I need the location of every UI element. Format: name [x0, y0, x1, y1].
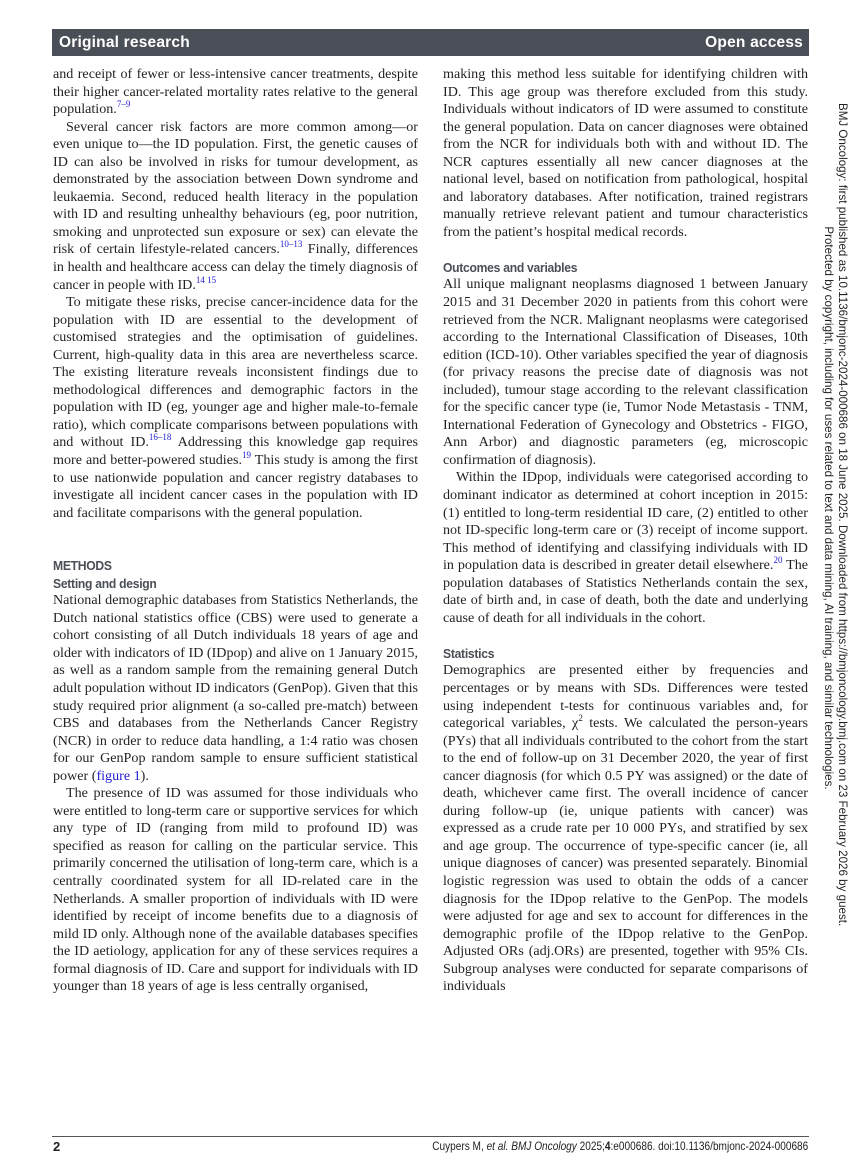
- subsection-heading-outcomes: Outcomes and variables: [443, 259, 578, 275]
- left-column: [53, 66, 418, 996]
- right-column: [443, 66, 808, 996]
- paragraph: Within the IDpop, individuals were categorised according to dominant indicator as determined at cohort inception in 2015: (1) entitled to long-term residential ID care, (2) entitled to other not ID-specific long-term care or (3) receipt of income support. This method of identifying and classifying individuals with ID in population data is described in greater detail elsewhere.$^{20}$ The population databases of Statistics Netherlands contain the sex, date of birth and, in case of death, both the date and underlying cause of death for all individuals in the cohort.: [443, 469, 808, 626]
- superscript: 2: [578, 713, 583, 724]
- article-type-label: Original research: [59, 33, 190, 51]
- paragraph: To mitigate these risks, precise cancer-incidence data for the population with ID are essential to the development of customised strategies and the optimisation of guidelines. Current, high-quality data in this area are nevertheless scarce. The existing literature reveals inconsistent findings due to methodological differences and demographic factors in the population with ID (eg, younger age and higher male-to-female ratio), which complicate comparisons between populations with and without ID.$^{16-18}$ Addressing this knowledge gap requires more and better-powered studies.$^{19}$ This study is among the first to use nationwide population and cancer registry databases to investigate all incident cancer cases in the population with ID and facilitate comparisons with the general population.: [53, 294, 418, 521]
- open-access-label: Open access: [705, 33, 803, 51]
- section-heading-methods: METHODS: [53, 558, 112, 574]
- citation-ref[interactable]: 10–13: [279, 239, 303, 250]
- subsection-heading-statistics: Statistics: [443, 645, 495, 661]
- footer-divider: [52, 1136, 809, 1137]
- figure-link[interactable]: figure 1: [96, 767, 141, 784]
- paragraph: All unique malignant neoplasms diagnosed 1 between January 2015 and 31 December 2020 in patients from this cohort were retrieved from the NCR. Malignant neoplasms were categorised according to the International Classification of Diseases, 10th edition (ICD-10). Other variables specified the year of diagnosis (for privacy reasons the precise date of diagnosis was not included), tumour stage according to the relevant classification for the specific cancer type (ie, Tumor Node Metastasis - TNM, International Federation of Gynecology and Obstetrics - FIGO, Ann Arbor) and diagnostic parameters (eg, microscopic confirmation of diagnosis).: [443, 276, 808, 468]
- paragraph: Demographics are presented either by frequencies and percentages or by means with SDs. Differences were tested using independent t-tests for continuous variables and, for categorical variables, $\chi^2$ tests. We calculated the person-years (PYs) that all individuals contributed to the cohort from the start to the end of follow-up on 31 December 2020, the year of first cancer diagnosis (for which 0.5 PY was assigned) or the date of death, whichever came first. The overall incidence of cancer during follow-up (ie, unique patients with cancer) was expressed as a crude rate per 10 000 PYs, and stratified by sex and age group. The occurrence of type-specific cancer (ie, all unique diagnoses of cancer) was presented separately. Binomial logistic regression was used to obtain the odds of a cancer diagnosis for the IDpop relative to the GenPop. The models were adjusted for age and sex to account for differences in the demographic profile of the IDpop relative to the GenPop. Adjusted ORs (adj.ORs) are presented, together with 95% CIs. Subgroup analyses were conducted for separate comparisons of individuals: [443, 662, 808, 995]
- side-notice-line-2: Protected by copyright, including for uses related to text and data mining, AI training, and similar technologies.: [822, 226, 835, 790]
- subsection-heading-setting: Setting and design: [53, 575, 157, 591]
- citation-ref[interactable]: 19: [242, 450, 251, 461]
- paragraph: Several cancer risk factors are more common among—or even unique to—the ID population. First, the genetic causes of ID can also be involved in risks for tumour development, as demonstrated by the association between Down syndrome and leukaemia. Second, reduced health literacy in the population with ID and resulting unhealthy behaviours (eg, poor nutrition, smoking and unprotected sun exposure or sex) can elevate the risk of certain lifestyle-related cancers.$^{10-13}$ Finally, differences in health and healthcare access can delay the timely diagnosis of cancer in people with ID.$^{14 15}$: [53, 118, 419, 293]
- paragraph: and receipt of fewer or less-intensive cancer treatments, despite their higher cancer-related mortality rates relative to the general population.$^{7-9}$: [53, 66, 418, 118]
- paragraph: The presence of ID was assumed for those individuals who were entitled to long-term care or supportive services for which any type of ID (ranging from mild to profound ID) was specified as reason for calling on the particular service. This primarily concerned the utilisation of long-term care, which is a centrally coordinated system for all ID-related care in the Netherlands. A smaller proportion of individuals with ID were identified by receipt of income benefits due to a diagnosis of mild ID only. Although none of the available databases specifies the ID aetiology, application for any of these services requires a formal diagnosis of ID. Care and support for individuals with ID younger than 18 years of age is less centrally organised,: [53, 785, 418, 995]
- journal-header-bar: [52, 29, 809, 56]
- paragraph: National demographic databases from Statistics Netherlands, the Dutch national statistics office (CBS) were used to generate a cohort consisting of all Dutch individuals 18 years of age and older with indicators of ID (IDpop) and alive on 1 January 2015, as well as a random sample from the remaining general Dutch adult population without ID indicators (GenPop). Given that this study required prior alignment (a so-called pre-match) between CBS and databases from the Netherlands Cancer Registry (NCR) in order to reduce data handling, a 1:4 ratio was chosen for our GenPop random sample to ensure sufficient statistical power (figure 1).: [53, 592, 418, 784]
- citation-ref[interactable]: 7–9: [116, 99, 131, 110]
- side-notice-line-1: BMJ Oncology: first published as 10.1136/bmjonc-2024-000686 on 18 June 2025. Downloaded from https://bmjoncology.bmj.com on 23 February 2026 by guest.: [836, 103, 849, 927]
- paragraph: making this method less suitable for identifying children with ID. This age group was therefore excluded from this study. Individuals without indicators of ID were assumed to constitute the general population. Data on cancer diagnoses were obtained from the NCR for individuals both with and without ID. The NCR captures essentially all new cancer diagnoses at the national level, based on notification from pathological, hospital and laboratory databases. After notification, trained registrars manually retrieve relevant patient and tumour characteristics from the patient’s hospital medical records.: [443, 66, 808, 240]
- citation-ref[interactable]: 16–18: [148, 432, 172, 443]
- page-number: 2: [53, 1139, 61, 1154]
- citation-ref[interactable]: 20: [773, 555, 783, 566]
- citation-ref[interactable]: 14 15: [195, 274, 217, 285]
- article-citation: Cuypers M, et al. BMJ Oncology 2025;4:e000686. doi:10.1136/bmjonc-2024-000686: [431, 1140, 808, 1153]
